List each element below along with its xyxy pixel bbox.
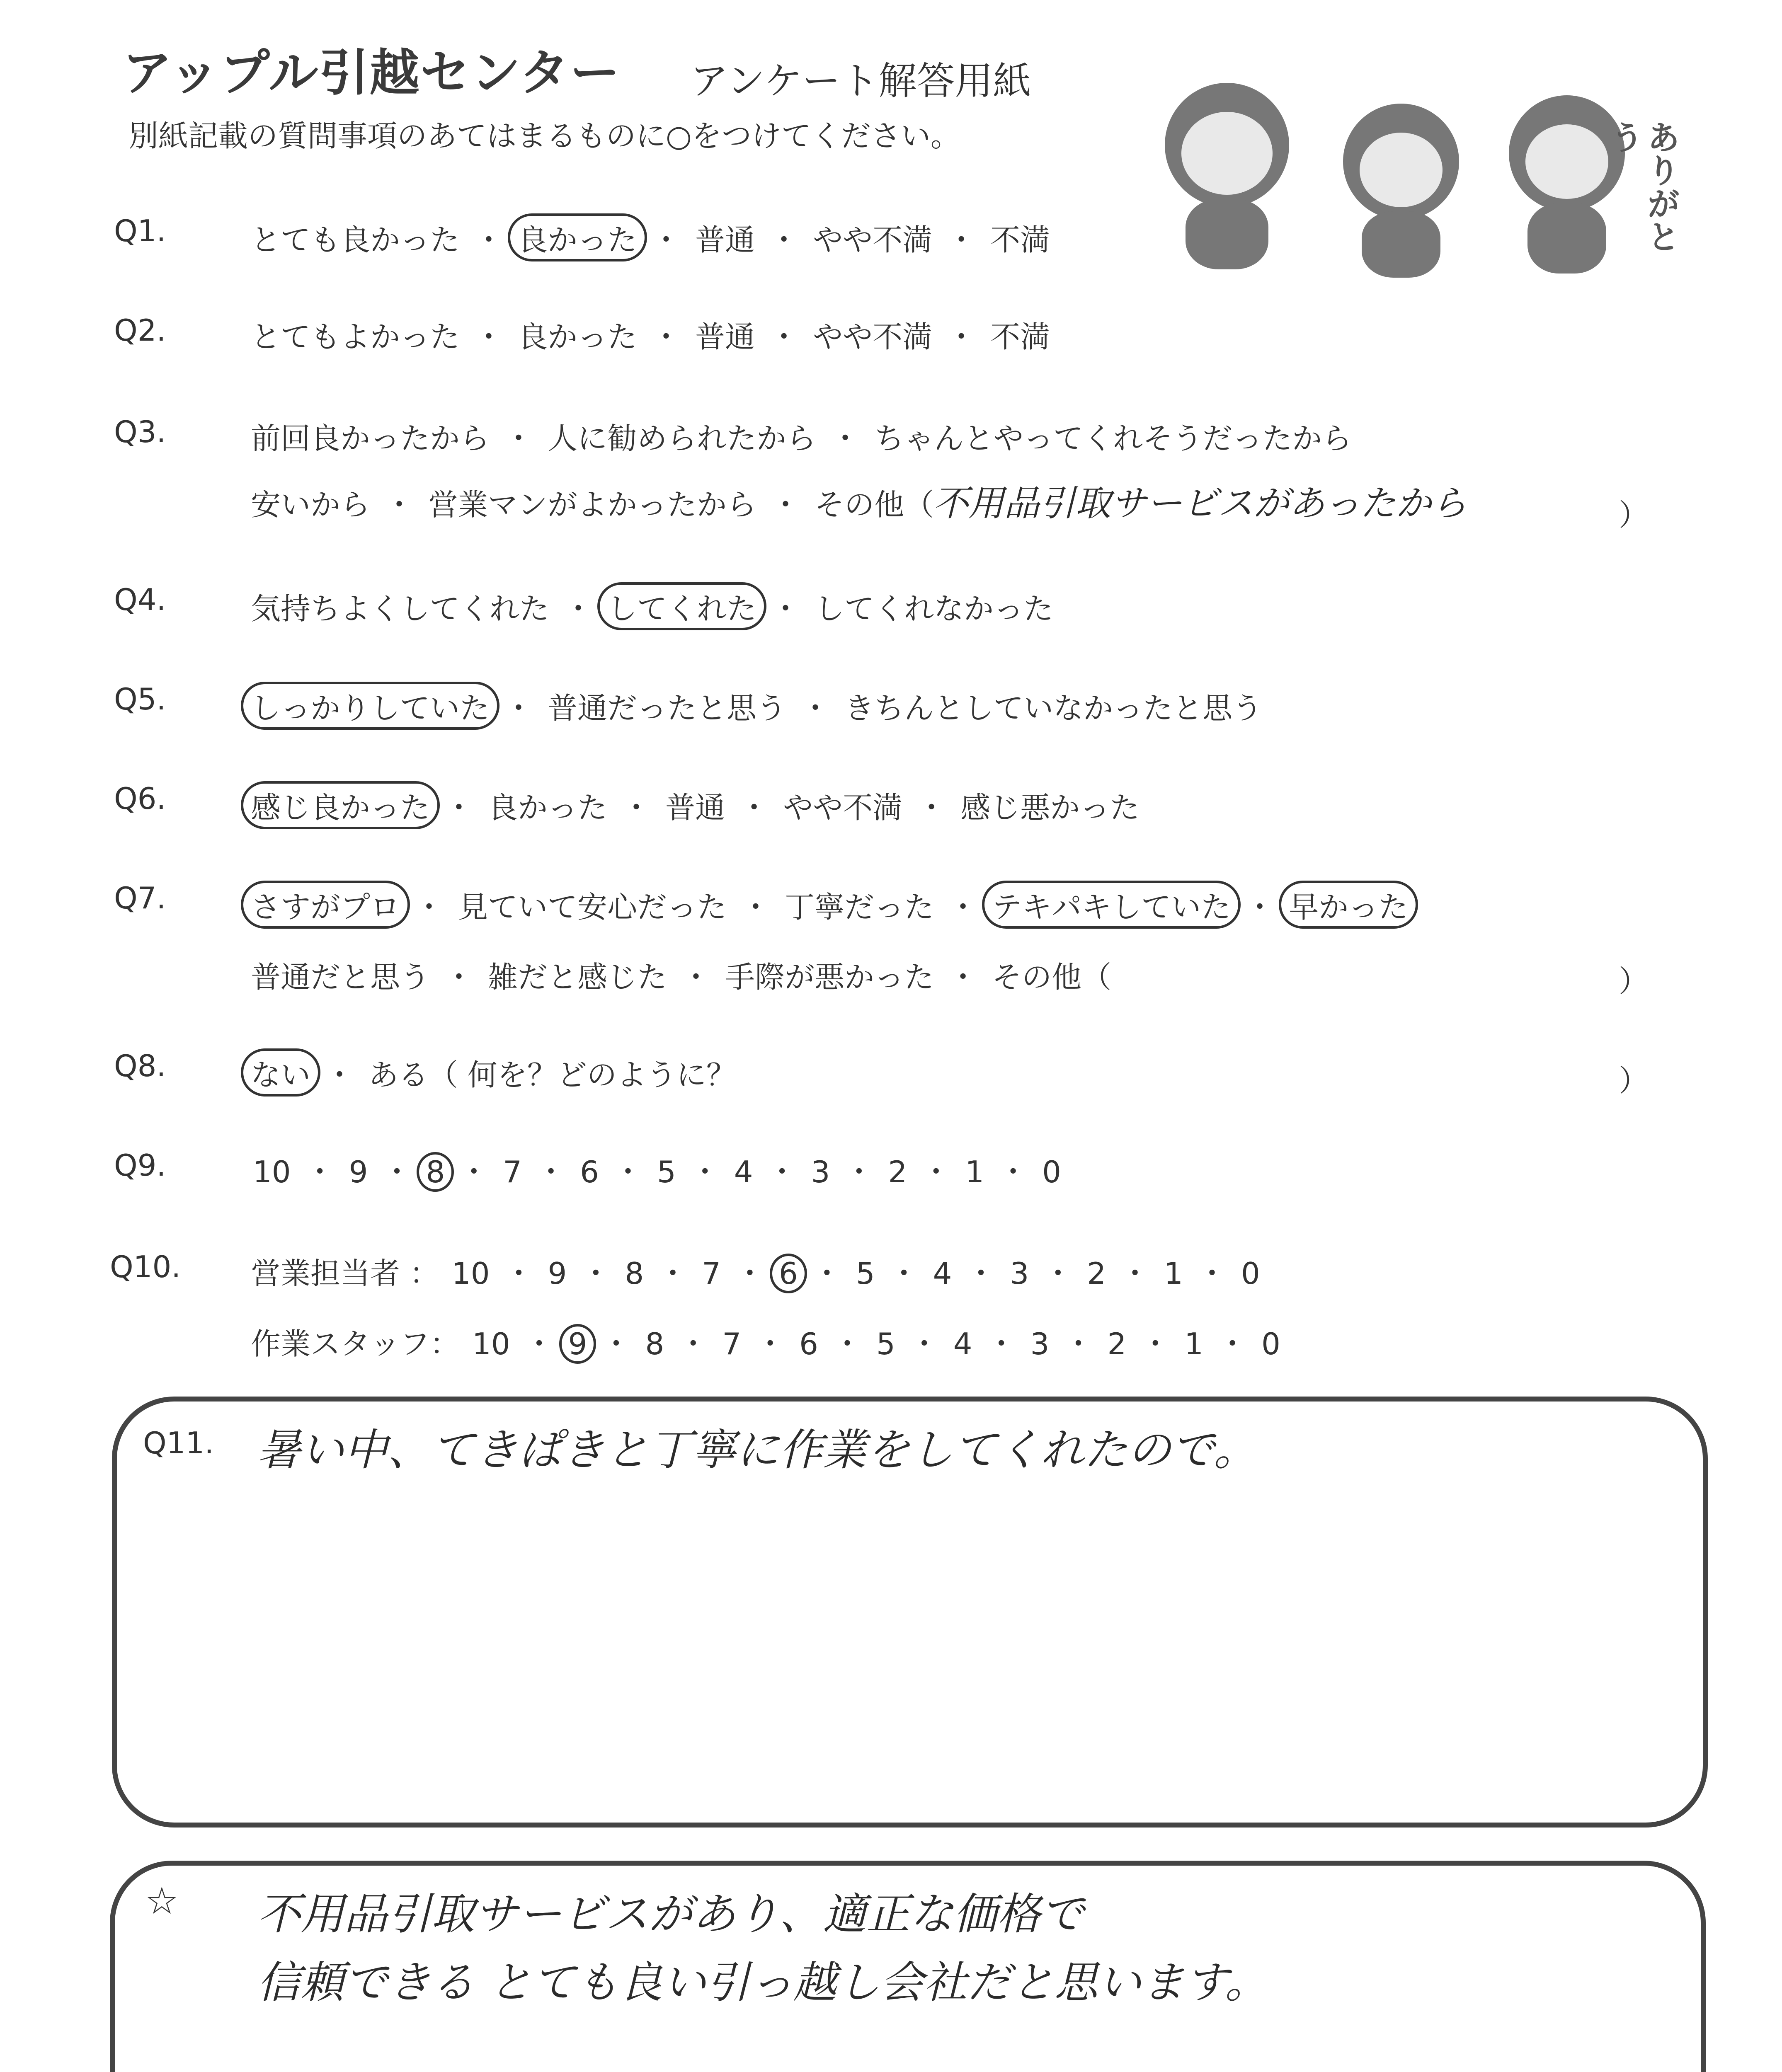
q4-options: 気持ちよくしてくれた ・ してくれた ・ してくれなかった <box>251 582 1053 630</box>
q8-option-selected[interactable]: ない <box>241 1048 320 1097</box>
q7-option-selected[interactable]: テキパキしていた <box>982 881 1241 929</box>
q4-label: Q4. <box>114 582 166 617</box>
q3-option[interactable]: 営業マンがよかったから <box>428 487 757 522</box>
q3-other-label: その他（ <box>815 487 934 522</box>
mascot-illustration <box>1136 50 1695 282</box>
q6-label: Q6. <box>114 781 166 816</box>
q8-label: Q8. <box>114 1048 166 1083</box>
q7-label: Q7. <box>114 881 166 915</box>
q7-option[interactable]: 見ていて安心だった <box>458 890 727 925</box>
q10-staff-score[interactable]: 8 <box>645 1326 664 1361</box>
q10-sales-score[interactable]: 2 <box>1087 1256 1106 1291</box>
instruction-text: 別紙記載の質問事項のあてはまるものに○をつけてください。 <box>128 119 960 153</box>
q11-label: Q11. <box>143 1426 214 1460</box>
q9-score[interactable]: 2 <box>888 1155 907 1189</box>
comment-line-1: 不用品引取サービスがあり、適正な価格で <box>257 1889 1084 1939</box>
comment-line-2: 信頼できる とても良い引っ越し会社だと思います。 <box>257 1957 1268 2008</box>
q9-score[interactable]: 0 <box>1042 1155 1061 1189</box>
q2-label: Q2. <box>114 313 166 348</box>
q9-score[interactable]: 6 <box>580 1155 599 1189</box>
q2-option[interactable]: とてもよかった <box>251 320 460 354</box>
q1-label: Q1. <box>114 213 166 248</box>
q8-close-paren: ） <box>1619 1063 1649 1098</box>
form-subtitle: アンケート解答用紙 <box>690 59 1031 103</box>
q8-options: ない ・ ある（ 何を？どのように？ <box>251 1048 736 1097</box>
q1-option[interactable]: とても良かった <box>251 223 460 257</box>
q3-option[interactable]: 安いから <box>251 487 371 522</box>
q7-option-other[interactable]: その他（ <box>992 960 1112 995</box>
q10-sales-score[interactable]: 0 <box>1241 1256 1260 1291</box>
q3-close-paren: ） <box>1619 498 1649 533</box>
q7-option[interactable]: 普通だと思う <box>251 960 430 995</box>
comment-star-label: ☆ <box>145 1879 179 1923</box>
q10-sales-label: 営業担当者 ： <box>251 1256 439 1291</box>
q1-option[interactable]: やや不満 <box>813 223 933 257</box>
q10-staff-score[interactable]: 1 <box>1184 1326 1204 1361</box>
q10-sales-score[interactable]: 1 <box>1164 1256 1183 1291</box>
q2-options: とてもよかった ・ 良かった ・ 普通 ・ やや不満 ・ 不満 <box>251 313 1050 356</box>
q10-sales-score[interactable]: 4 <box>933 1256 952 1291</box>
q10-sales-score[interactable]: 7 <box>702 1256 721 1291</box>
q8-option[interactable]: ある（ 何を？どのように？ <box>369 1058 736 1092</box>
q5-options: しっかりしていた ・ 普通だったと思う ・ きちんとしていなかったと思う <box>251 682 1262 730</box>
q10-staff-label: 作業スタッフ： <box>251 1326 460 1361</box>
q7-option-selected[interactable]: さすがプロ <box>241 881 410 929</box>
q10-staff-row: 作業スタッフ： 10 ・ 9 ・ 8 ・ 7 ・ 6 ・ 5 ・ 4 ・ 3 ・ 2 ・ 1 ・ 0 <box>251 1320 1280 1364</box>
q2-option[interactable]: 不満 <box>990 320 1050 354</box>
q7-option[interactable]: 手際が悪かった <box>725 960 934 995</box>
q7-options-line2: 普通だと思う ・ 雑だと感じた ・ 手際が悪かった ・ その他（ <box>251 953 1111 996</box>
q7-close-paren: ） <box>1619 964 1649 999</box>
q1-option[interactable]: 不満 <box>990 223 1050 257</box>
q9-score-selected[interactable]: 8 <box>417 1152 454 1192</box>
mascot-thanks-text: ありがとう <box>1605 120 1680 253</box>
q10-staff-score[interactable]: 5 <box>876 1326 895 1361</box>
q10-sales-score[interactable]: 5 <box>856 1256 875 1291</box>
q7-option[interactable]: 雑だと感じた <box>488 960 667 995</box>
q6-option[interactable]: 感じ悪かった <box>960 790 1140 825</box>
q10-staff-score[interactable]: 4 <box>953 1326 972 1361</box>
q9-score[interactable]: 4 <box>734 1155 753 1189</box>
q4-option-selected[interactable]: してくれた <box>597 582 766 630</box>
q6-option[interactable]: 良かった <box>488 790 608 825</box>
q10-sales-row: 営業担当者 ： 10 ・ 9 ・ 8 ・ 7 ・ 6 ・ 5 ・ 4 ・ 3 ・ 2 ・ 1 ・ 0 <box>251 1249 1260 1293</box>
q10-sales-score[interactable]: 3 <box>1010 1256 1029 1291</box>
q9-score[interactable]: 5 <box>657 1155 676 1189</box>
q3-options-line1: 前回良かったから ・ 人に勧められたから ・ ちゃんとやってくれそうだったから <box>251 414 1352 457</box>
q7-option[interactable]: 丁寧だった <box>785 890 934 925</box>
q3-label: Q3. <box>114 414 166 449</box>
q3-option[interactable]: ちゃんとやってくれそうだったから <box>874 421 1352 456</box>
q4-option[interactable]: してくれなかった <box>815 591 1054 626</box>
q2-option[interactable]: やや不満 <box>813 320 933 354</box>
q7-option-selected[interactable]: 早かった <box>1279 881 1418 929</box>
q4-option[interactable]: 気持ちよくしてくれた <box>251 591 550 626</box>
q5-option-selected[interactable]: しっかりしていた <box>241 682 499 730</box>
q10-sales-score[interactable]: 8 <box>625 1256 644 1291</box>
q6-options: 感じ良かった ・ 良かった ・ 普通 ・ やや不満 ・ 感じ悪かった <box>251 781 1140 829</box>
form-title: アップル引越センター <box>122 44 621 102</box>
q9-scale: 10 ・ 9 ・ 8 ・ 7 ・ 6 ・ 5 ・ 4 ・ 3 ・ 2 ・ 1 ・ 0 <box>253 1148 1061 1192</box>
q5-option[interactable]: きちんとしていなかったと思う <box>844 691 1263 726</box>
q10-staff-score-selected[interactable]: 9 <box>559 1324 596 1364</box>
q10-staff-score[interactable]: 6 <box>799 1326 818 1361</box>
q5-option[interactable]: 普通だったと思う <box>548 691 787 726</box>
q10-staff-score[interactable]: 10 <box>472 1326 510 1361</box>
q11-answer: 暑い中、てきぱきと丁寧に作業をしてくれたので。 <box>257 1425 1257 1475</box>
q3-options-line2: 安いから ・ 営業マンがよかったから ・ その他（ <box>251 481 934 524</box>
q9-score[interactable]: 3 <box>811 1155 830 1189</box>
q3-option[interactable]: 人に勧められたから <box>548 421 817 456</box>
q9-score[interactable]: 10 <box>253 1155 291 1189</box>
q2-option[interactable]: 普通 <box>695 320 755 354</box>
q10-staff-score[interactable]: 3 <box>1030 1326 1050 1361</box>
q1-options: とても良かった ・ 良かった ・ 普通 ・ やや不満 ・ 不満 <box>251 213 1050 261</box>
q10-staff-score[interactable]: 0 <box>1261 1326 1280 1361</box>
q2-option[interactable]: 良かった <box>518 320 638 354</box>
q5-label: Q5. <box>114 682 166 716</box>
q1-option-selected[interactable]: 良かった <box>508 213 647 261</box>
q6-option-selected[interactable]: 感じ良かった <box>241 781 440 829</box>
q1-option[interactable]: 普通 <box>695 223 755 257</box>
q10-staff-score[interactable]: 2 <box>1107 1326 1127 1361</box>
q3-other-answer: 不用品引取サービスがあったから <box>933 483 1467 524</box>
q6-option[interactable]: 普通 <box>665 790 725 825</box>
q10-sales-score[interactable]: 9 <box>548 1256 567 1291</box>
q7-options-line1: さすがプロ ・ 見ていて安心だった ・ 丁寧だった ・ テキパキしていた ・ 早かった <box>251 881 1408 929</box>
q9-score[interactable]: 7 <box>503 1155 522 1189</box>
q9-label: Q9. <box>114 1148 166 1183</box>
q6-option[interactable]: やや不満 <box>783 790 903 825</box>
q10-label: Q10. <box>110 1249 181 1284</box>
q3-option[interactable]: 前回良かったから <box>251 421 490 456</box>
q10-sales-score[interactable]: 10 <box>451 1256 490 1291</box>
q10-staff-score[interactable]: 7 <box>722 1326 742 1361</box>
q10-sales-score-selected[interactable]: 6 <box>770 1254 807 1293</box>
q9-score[interactable]: 9 <box>349 1155 368 1189</box>
q9-score[interactable]: 1 <box>965 1155 984 1189</box>
